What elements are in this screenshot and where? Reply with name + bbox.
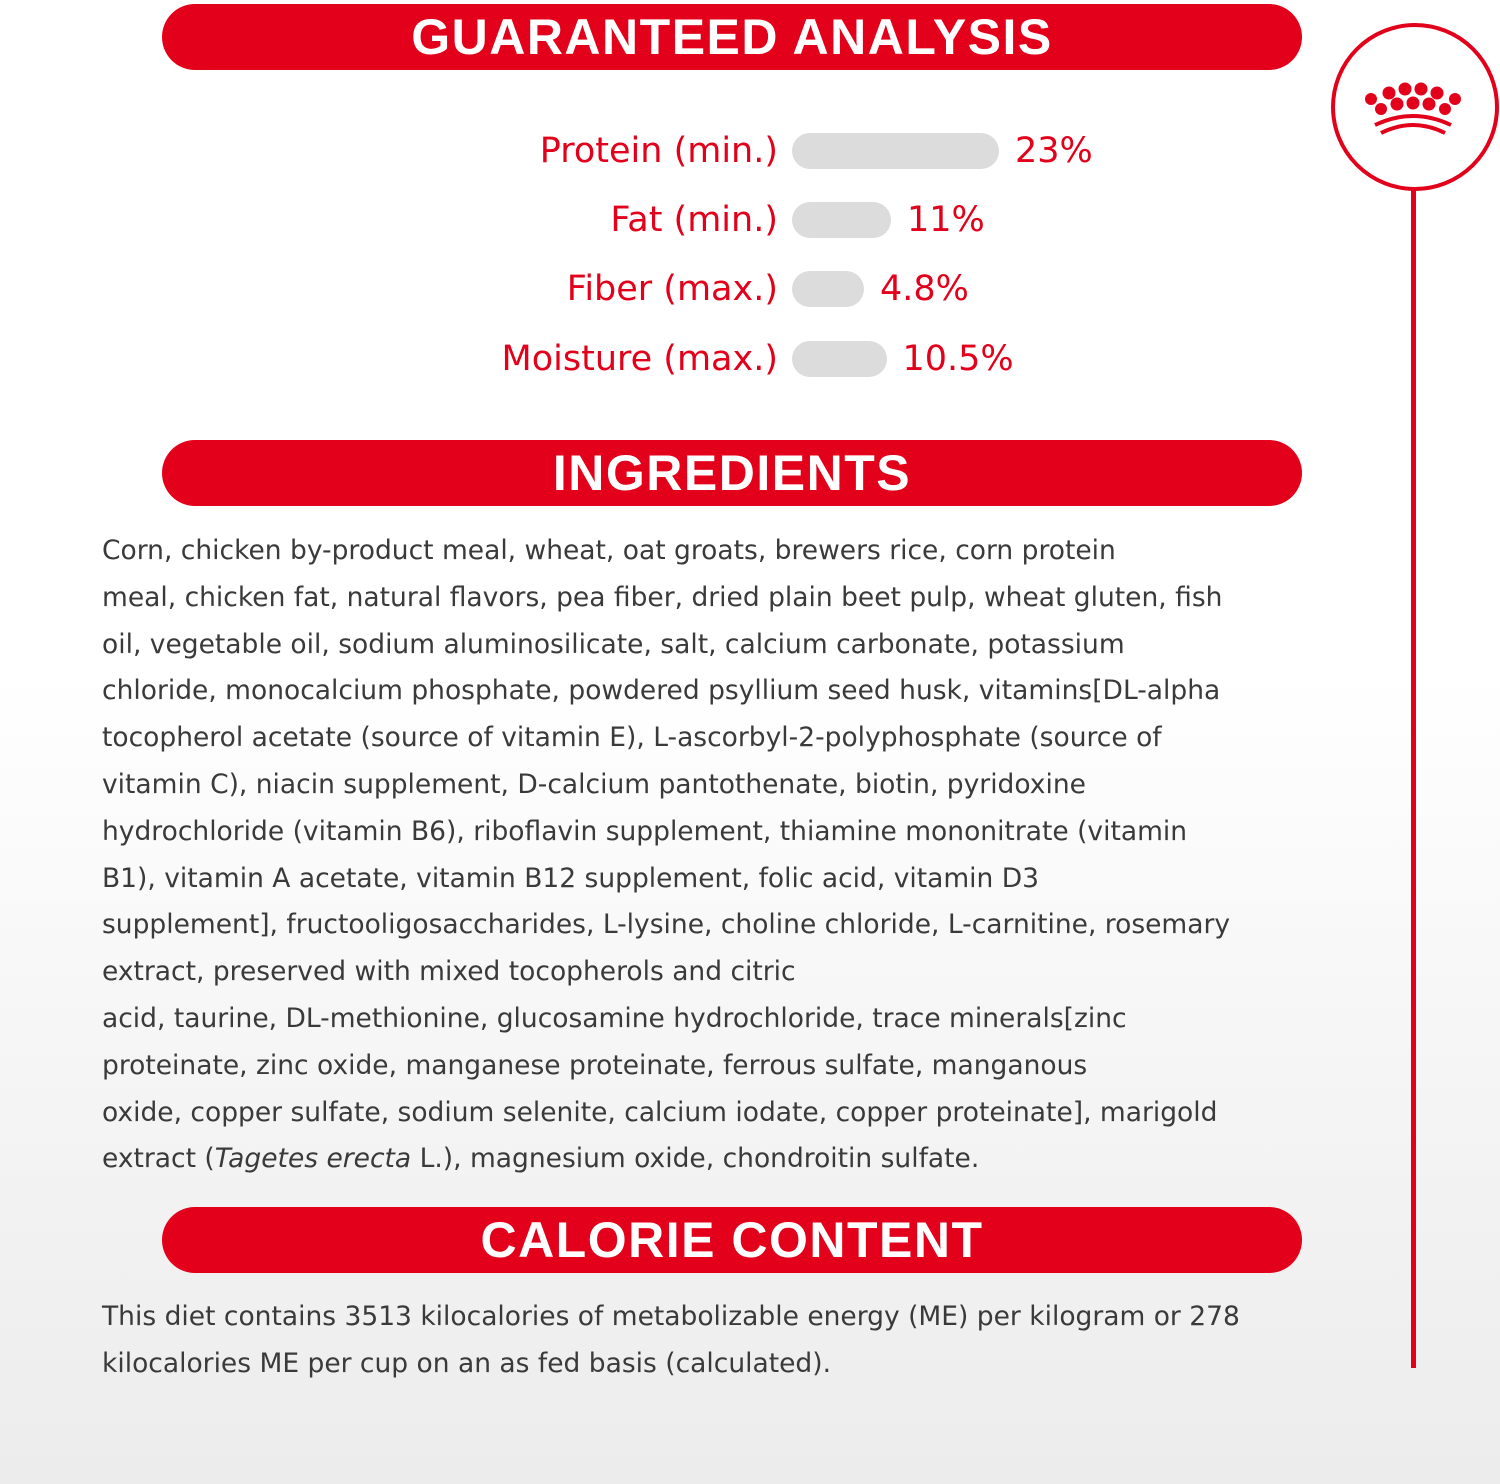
ingredients-last-line xyxy=(102,1136,1392,1183)
ingredients-banner xyxy=(162,440,1302,506)
analysis-label: Fiber (max.) xyxy=(566,269,778,309)
badge-connector-line xyxy=(1411,188,1416,1368)
calorie-content-banner xyxy=(162,1207,1302,1273)
analysis-row xyxy=(0,334,1500,384)
analysis-bar xyxy=(792,341,887,377)
analysis-value: 11% xyxy=(907,200,985,240)
analysis-value: 4.8% xyxy=(880,269,969,309)
analysis-label: Moisture (max.) xyxy=(501,339,778,379)
ingredients-line: hydrochloride (vitamin B6), riboflavin supplement, thiamine mononitrate (vitamin xyxy=(102,815,1188,847)
ingredients-line: chloride, monocalcium phosphate, powdered psyllium seed husk, vitamins[DL-alpha xyxy=(102,675,1221,707)
ingredients-line: tocopherol acetate (source of vitamin E), L-ascorbyl-2-polyphosphate (source of xyxy=(102,722,1162,754)
ingredients-last-italic: Tagetes erecta xyxy=(214,1143,412,1175)
analysis-value: 23% xyxy=(1015,131,1093,171)
ingredients-line: meal, chicken fat, natural flavors, pea fiber, dried plain beet pulp, wheat gluten, fish xyxy=(102,581,1223,613)
analysis-value: 10.5% xyxy=(902,339,1014,379)
ingredients-line: proteinate, zinc oxide, manganese proteinate, ferrous sulfate, manganous xyxy=(102,1049,1088,1081)
ingredients-last-before: extract ( xyxy=(102,1143,215,1175)
ingredients-line: extract, preserved with mixed tocopherols and citric xyxy=(102,956,796,988)
analysis-bar xyxy=(792,271,864,307)
ingredients-line: vitamin C), niacin supplement, D-calcium pantothenate, biotin, pyridoxine xyxy=(102,768,1086,800)
ingredients-line: Corn, chicken by-product meal, wheat, oat groats, brewers rice, corn protein xyxy=(102,535,1116,566)
calorie-content-title: CALORIE CONTENT xyxy=(480,1212,984,1268)
ingredients-line: oil, vegetable oil, sodium aluminosilicate, salt, calcium carbonate, potassium xyxy=(102,628,1125,660)
guaranteed-analysis-banner xyxy=(162,4,1302,70)
ingredients-line: supplement], fructooligosaccharides, L-lysine, choline chloride, L-carnitine, rosemary xyxy=(102,909,1231,941)
ingredients-line: B1), vitamin A acetate, vitamin B12 supplement, folic acid, vitamin D3 xyxy=(102,862,1040,894)
calorie-line: This diet contains 3513 kilocalories of metabolizable energy (ME) per kilogram or 278 xyxy=(102,1301,1240,1332)
ingredients-title: INGREDIENTS xyxy=(552,445,912,501)
crown-icon xyxy=(1335,27,1495,187)
brand-crown-badge xyxy=(1331,23,1499,191)
ingredients-text xyxy=(102,528,1392,1183)
ingredients-line: acid, taurine, DL-methionine, glucosamine hydrochloride, trace minerals[zinc xyxy=(102,1002,1127,1034)
analysis-bar xyxy=(792,202,891,238)
analysis-row xyxy=(0,264,1500,314)
analysis-row xyxy=(0,195,1500,245)
ingredients-last-after: L.), magnesium oxide, chondroitin sulfate. xyxy=(411,1143,980,1175)
guaranteed-analysis-title: GUARANTEED ANALYSIS xyxy=(411,9,1053,65)
calorie-text xyxy=(102,1294,1392,1388)
analysis-label: Fat (min.) xyxy=(610,200,778,240)
analysis-row xyxy=(0,126,1500,176)
analysis-label: Protein (min.) xyxy=(539,131,778,171)
analysis-bar xyxy=(792,133,999,169)
calorie-line: kilocalories ME per cup on an as fed basis (calculated). xyxy=(102,1347,831,1379)
ingredients-line: oxide, copper sulfate, sodium selenite, calcium iodate, copper proteinate], marigold xyxy=(102,1096,1218,1128)
